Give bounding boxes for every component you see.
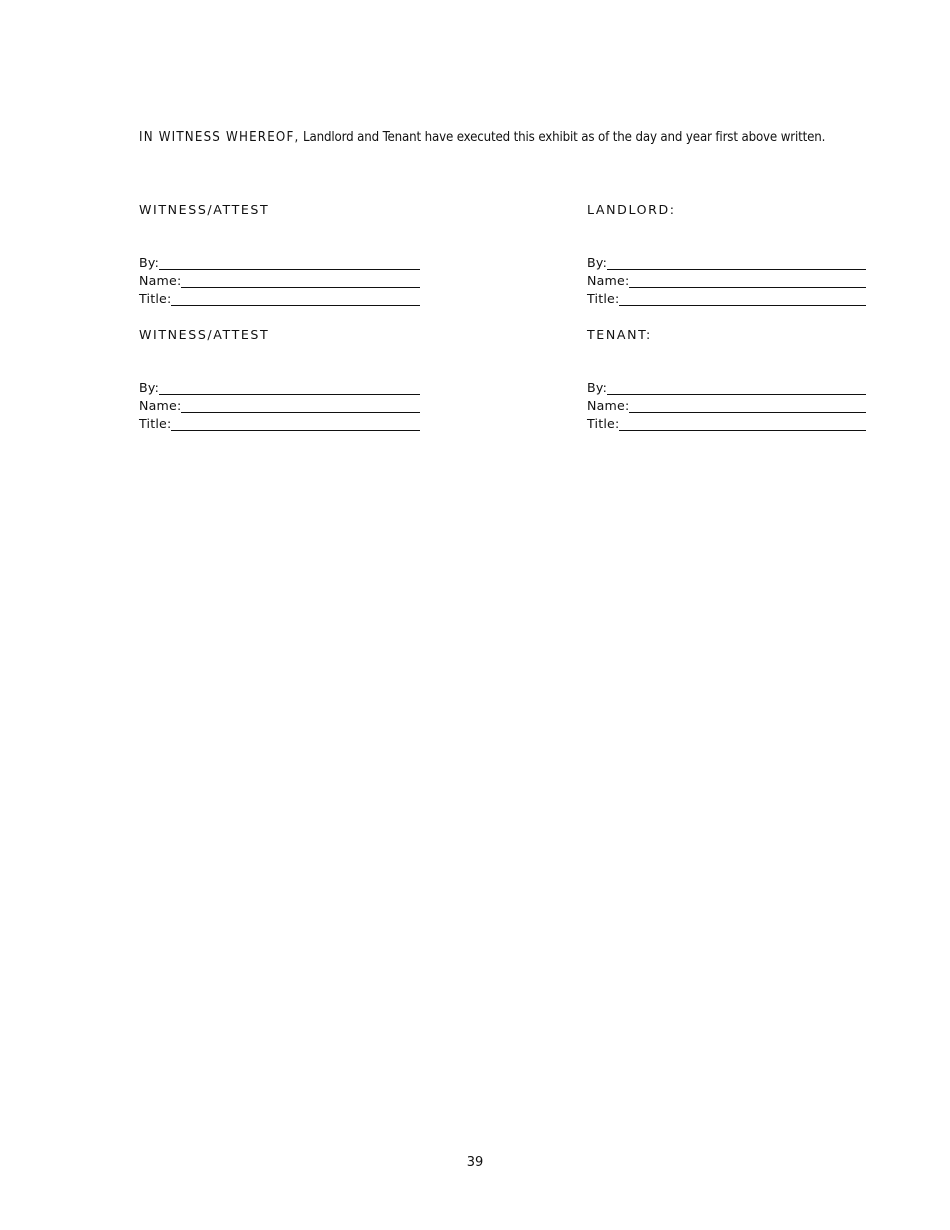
name-field[interactable] (139, 397, 420, 415)
name-field[interactable] (587, 397, 866, 415)
signature-line[interactable] (171, 416, 420, 431)
title-label: Title: (139, 416, 172, 431)
by-field[interactable] (587, 379, 866, 397)
signature-line[interactable] (159, 380, 420, 395)
signature-line[interactable] (607, 380, 866, 395)
signature-line[interactable] (181, 273, 420, 288)
signature-line[interactable] (629, 398, 866, 413)
name-label: Name: (587, 398, 630, 413)
signature-line[interactable] (171, 291, 420, 306)
witness-paragraph-lead: IN WITNESS WHEREOF, (139, 130, 300, 145)
signature-block-heading: WITNESS/ATTEST (139, 202, 270, 217)
signature-block-witness-landlord (139, 201, 420, 308)
name-label: Name: (587, 273, 630, 288)
witness-paragraph (139, 128, 829, 147)
signature-block-witness-tenant (139, 326, 420, 433)
title-field[interactable] (587, 290, 866, 308)
signature-line[interactable] (619, 416, 866, 431)
name-label: Name: (139, 398, 182, 413)
by-label: By: (139, 255, 160, 270)
by-label: By: (139, 380, 160, 395)
signature-line[interactable] (607, 255, 866, 270)
by-field[interactable] (587, 254, 866, 272)
signature-block-heading: WITNESS/ATTEST (139, 327, 270, 342)
title-label: Title: (139, 291, 172, 306)
signature-block-landlord (587, 201, 866, 308)
by-label: By: (587, 380, 608, 395)
name-field[interactable] (139, 272, 420, 290)
title-label: Title: (587, 291, 620, 306)
title-label: Title: (587, 416, 620, 431)
signature-line[interactable] (629, 273, 866, 288)
by-label: By: (587, 255, 608, 270)
witness-paragraph-body: Landlord and Tenant have executed this exhibit as of the day and year first above written. (299, 130, 826, 145)
signature-block-heading: LANDLORD: (587, 202, 676, 217)
title-field[interactable] (139, 290, 420, 308)
page-number: 39 (466, 1155, 484, 1170)
signature-line[interactable] (159, 255, 420, 270)
by-field[interactable] (139, 254, 420, 272)
signature-block-heading: TENANT: (587, 327, 652, 342)
title-field[interactable] (587, 415, 866, 433)
title-field[interactable] (139, 415, 420, 433)
signature-line[interactable] (181, 398, 420, 413)
signature-block-tenant (587, 326, 866, 433)
by-field[interactable] (139, 379, 420, 397)
name-label: Name: (139, 273, 182, 288)
name-field[interactable] (587, 272, 866, 290)
signature-line[interactable] (619, 291, 866, 306)
